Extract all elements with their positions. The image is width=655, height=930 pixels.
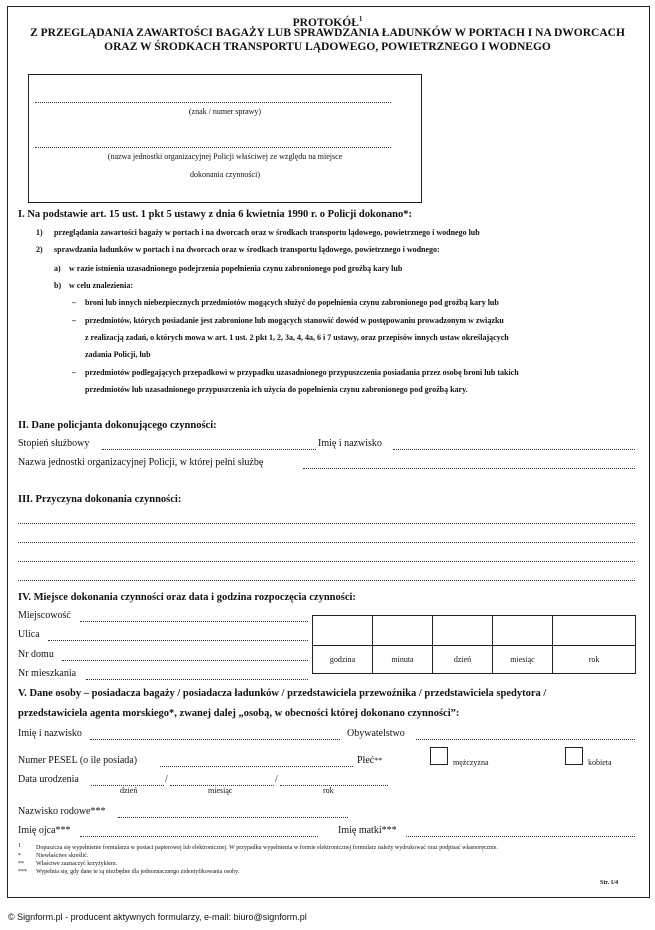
family-name-field[interactable]	[118, 817, 348, 818]
pesel-field[interactable]	[160, 766, 353, 767]
section-1-b: w celu znalezienia:	[69, 281, 133, 290]
section-1-b-2-line-3: zadania Policji, lub	[85, 350, 151, 359]
mother-name-field[interactable]	[406, 836, 635, 837]
officer-name-label: Imię i nazwisko	[318, 438, 382, 449]
section-1-a-num: a)	[54, 264, 61, 273]
day-label: dzień	[433, 646, 493, 674]
footnote-3: Właściwe zaznaczyć krzyżykiem.	[36, 861, 118, 867]
birth-year-field[interactable]	[280, 785, 388, 786]
hour-label: godzina	[313, 646, 373, 674]
birth-day-label: dzień	[120, 786, 138, 795]
date-slash-1: /	[165, 774, 168, 785]
page-title: PROTOKÓŁ$^1$	[292, 15, 363, 29]
section-1-b-3-line-2: przedmiotów lub uzasadnionego przypuszczenia ich użycia do popełnienia czynu zabronionego pod groźbą kary.	[85, 385, 468, 394]
male-label: mężczyzna	[453, 758, 489, 767]
female-checkbox[interactable]	[565, 747, 583, 765]
year-cell[interactable]	[553, 616, 636, 646]
house-number-field[interactable]	[62, 660, 308, 661]
footnote-1: Dopuszcza się wypełnienie formularza w postaci papierowej lub elektronicznej. W przypadku wypełnienia w formie elektronicznej formularz należy wydrukować oraz podpisać własnoręcznie.	[36, 845, 498, 851]
page-title-line-3: ORAZ W ŚRODKACH TRANSPORTU LĄDOWEGO, POWIETRZNEGO I WODNEGO	[104, 41, 551, 53]
producer-footer: © Signform.pl - producent aktywnych formularzy, e-mail: biuro@signform.pl	[8, 912, 307, 922]
minute-label: minuta	[373, 646, 433, 674]
section-1-b-3-line-1: przedmiotów podlegających przepadkowi w przypadku uzasadnionego przypuszczenia posiadania przez osobę broni lub takich	[85, 368, 519, 377]
footnote-1-mark: 1	[18, 843, 21, 849]
footnote-4: Wypełnia się, gdy dane te są niezbędne dla jednoznacznego zidentyfikowania osoby.	[36, 869, 240, 875]
street-label: Ulica	[18, 629, 40, 640]
minute-cell[interactable]	[373, 616, 433, 646]
person-name-label: Imię i nazwisko	[18, 728, 82, 739]
case-number-label: (znak / numer sprawy)	[188, 107, 262, 116]
police-unit-label-1: (nazwa jednostki organizacyjnej Policji właściwej ze względu na miejsce	[107, 152, 343, 161]
rank-field[interactable]	[102, 449, 316, 450]
dash-1: –	[72, 298, 76, 307]
family-name-label: Nazwisko rodowe***	[18, 806, 106, 817]
section-1-heading: I. Na podstawie art. 15 ust. 1 pkt 5 ustawy z dnia 6 kwietnia 1990 r. o Policji dokonano*:	[18, 209, 412, 220]
section-3-heading: III. Przyczyna dokonania czynności:	[18, 494, 182, 505]
month-cell[interactable]	[493, 616, 553, 646]
datetime-table	[312, 615, 636, 674]
footnote-2: Niewłaściwe skreślić.	[36, 853, 89, 859]
page-title-line-2: Z PRZEGLĄDANIA ZAWARTOŚCI BAGAŻY LUB SPRAWDZANIA ŁADUNKÓW W PORTACH I NA DWORCACH	[30, 27, 625, 39]
section-1-b-2-line-2: z realizacją zadań, o których mowa w art. 1 ust. 2 pkt 1, 2, 3a, 4, 4a, 6 i 7 ustawy, oraz przepisów innych ustaw określających	[85, 333, 509, 342]
flat-number-field[interactable]	[86, 679, 308, 680]
case-number-field[interactable]	[35, 102, 391, 103]
city-label: Miejscowość	[18, 610, 71, 621]
section-2-heading: II. Dane policjanta dokonującego czynności:	[18, 420, 217, 431]
city-field[interactable]	[80, 621, 308, 622]
police-unit-label-2: dokonania czynności)	[190, 170, 260, 179]
birth-year-label: rok	[323, 786, 334, 795]
citizenship-label: Obywatelstwo	[347, 728, 405, 739]
house-number-label: Nr domu	[18, 649, 54, 660]
section-1-item-2-num: 2)	[36, 245, 43, 254]
pesel-label: Numer PESEL (o ile posiada)	[18, 755, 138, 766]
officer-unit-field[interactable]	[303, 468, 635, 469]
flat-number-label: Nr mieszkania	[18, 668, 77, 679]
date-slash-2: /	[275, 774, 278, 785]
reason-line-1[interactable]	[18, 523, 635, 524]
section-1-item-1: przeglądania zawartości bagaży w portach i na dworcach oraz w środkach transportu lądowego, powietrznego i wodnego lub	[54, 228, 480, 237]
hour-cell[interactable]	[313, 616, 373, 646]
month-label: miesiąc	[493, 646, 553, 674]
section-1-item-1-num: 1)	[36, 228, 43, 237]
street-field[interactable]	[48, 640, 308, 641]
sex-label: Płeć**	[357, 755, 383, 766]
birth-date-label: Data urodzenia	[18, 774, 79, 785]
mother-name-label: Imię matki***	[338, 825, 397, 836]
female-label: kobieta	[588, 758, 612, 767]
footnote-4-mark: ***	[18, 869, 27, 875]
section-1-b-num: b)	[54, 281, 62, 290]
section-5-heading-1: V. Dane osoby – posiadacza bagaży / posiadacza ładunków / przedstawiciela przewoźnika / przedstawiciela spedytora /	[18, 688, 547, 699]
citizenship-field[interactable]	[416, 739, 635, 740]
footnote-3-mark: **	[18, 861, 24, 867]
section-1-a: w razie istnienia uzasadnionego podejrzenia popełnienia czynu zabronionego pod groźbą kary lub	[69, 264, 403, 273]
reason-line-2[interactable]	[18, 542, 635, 543]
day-cell[interactable]	[433, 616, 493, 646]
police-unit-field[interactable]	[35, 147, 391, 148]
father-name-field[interactable]	[80, 836, 318, 837]
person-name-field[interactable]	[90, 739, 340, 740]
officer-unit-label: Nazwa jednostki organizacyjnej Policji, w której pełni służbę	[18, 457, 264, 468]
year-label: rok	[553, 646, 636, 674]
section-4-heading: IV. Miejsce dokonania czynności oraz data i godzina rozpoczęcia czynności:	[18, 592, 356, 603]
male-checkbox[interactable]	[430, 747, 448, 765]
section-5-heading-2: przedstawiciela agenta morskiego*, zwanej dalej „osobą, w obecności której dokonano czynności”:	[18, 708, 460, 719]
rank-label: Stopień służbowy	[18, 438, 90, 449]
reason-line-4[interactable]	[18, 580, 635, 581]
reason-line-3[interactable]	[18, 561, 635, 562]
birth-month-label: miesiąc	[208, 786, 233, 795]
stamp-box	[28, 74, 422, 203]
dash-2: –	[72, 316, 76, 325]
section-1-item-2: sprawdzania ładunków w portach i na dworcach oraz w środkach transportu lądowego, powietrznego i wodnego:	[54, 245, 440, 254]
footnote-2-mark: *	[18, 853, 21, 859]
father-name-label: Imię ojca***	[18, 825, 71, 836]
dash-3: –	[72, 368, 76, 377]
section-1-b-2-line-1: przedmiotów, których posiadanie jest zabronione lub mogących stanowić dowód w postępowaniu prowadzonym w związku	[85, 316, 504, 325]
section-1-b-1: broni lub innych niebezpiecznych przedmiotów mogących służyć do popełnienia czynu zabronionego pod groźbą kary lub	[85, 298, 499, 307]
page-number: Str. 1/4	[600, 880, 619, 886]
officer-name-field[interactable]	[393, 449, 635, 450]
